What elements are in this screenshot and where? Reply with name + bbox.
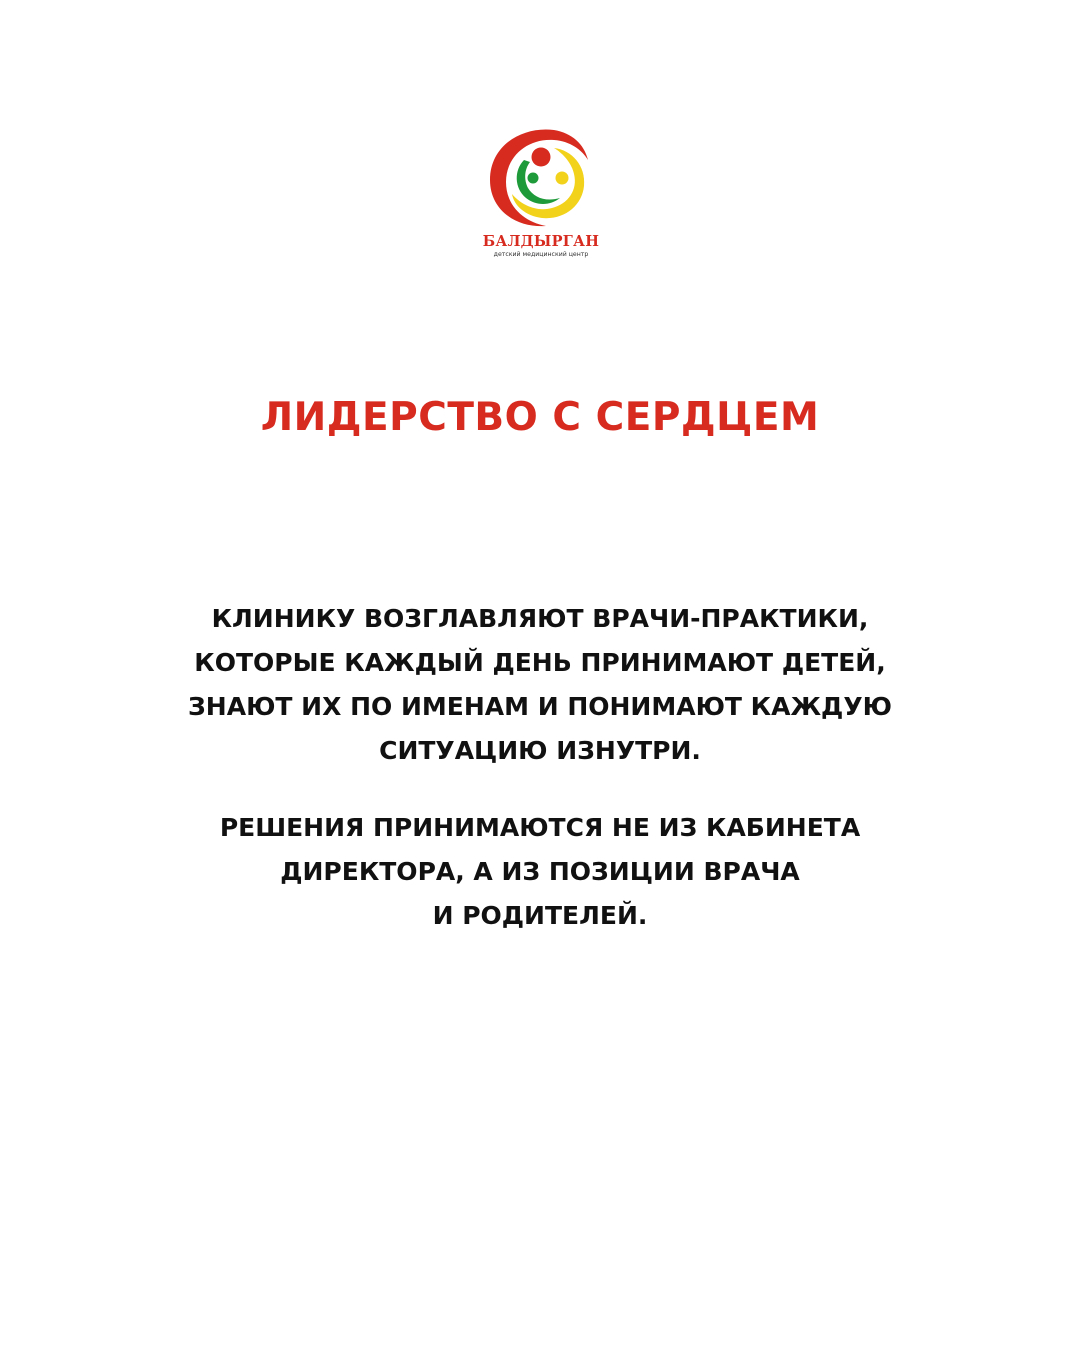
paragraph-line: КЛИНИКУ ВОЗГЛАВЛЯЮТ ВРАЧИ-ПРАКТИКИ,: [211, 604, 869, 633]
paragraph-leadership: [0, 597, 1080, 773]
paragraph-decisions: [0, 806, 1080, 938]
headline: ЛИДЕРСТВО С СЕРДЦЕМ: [260, 395, 820, 440]
brand-logo: [476, 124, 606, 264]
paragraph-line: ДИРЕКТОРА, А ИЗ ПОЗИЦИИ ВРАЧА: [280, 857, 800, 886]
brand-name: БАЛДЫРГАН: [482, 233, 600, 250]
paragraph-line: КОТОРЫЕ КАЖДЫЙ ДЕНЬ ПРИНИМАЮТ ДЕТЕЙ,: [194, 648, 886, 677]
paragraph-line: ЗНАЮТ ИХ ПО ИМЕНАМ И ПОНИМАЮТ КАЖДУЮ: [188, 692, 892, 721]
brand-tagline: детский медицинский центр: [493, 251, 589, 258]
baldyrgan-emblem-icon: [484, 126, 598, 230]
paragraph-line: И РОДИТЕЛЕЙ.: [432, 901, 648, 930]
paragraph-line: РЕШЕНИЯ ПРИНИМАЮТСЯ НЕ ИЗ КАБИНЕТА: [219, 813, 861, 842]
paragraph-line: СИТУАЦИЮ ИЗНУТРИ.: [379, 736, 701, 765]
